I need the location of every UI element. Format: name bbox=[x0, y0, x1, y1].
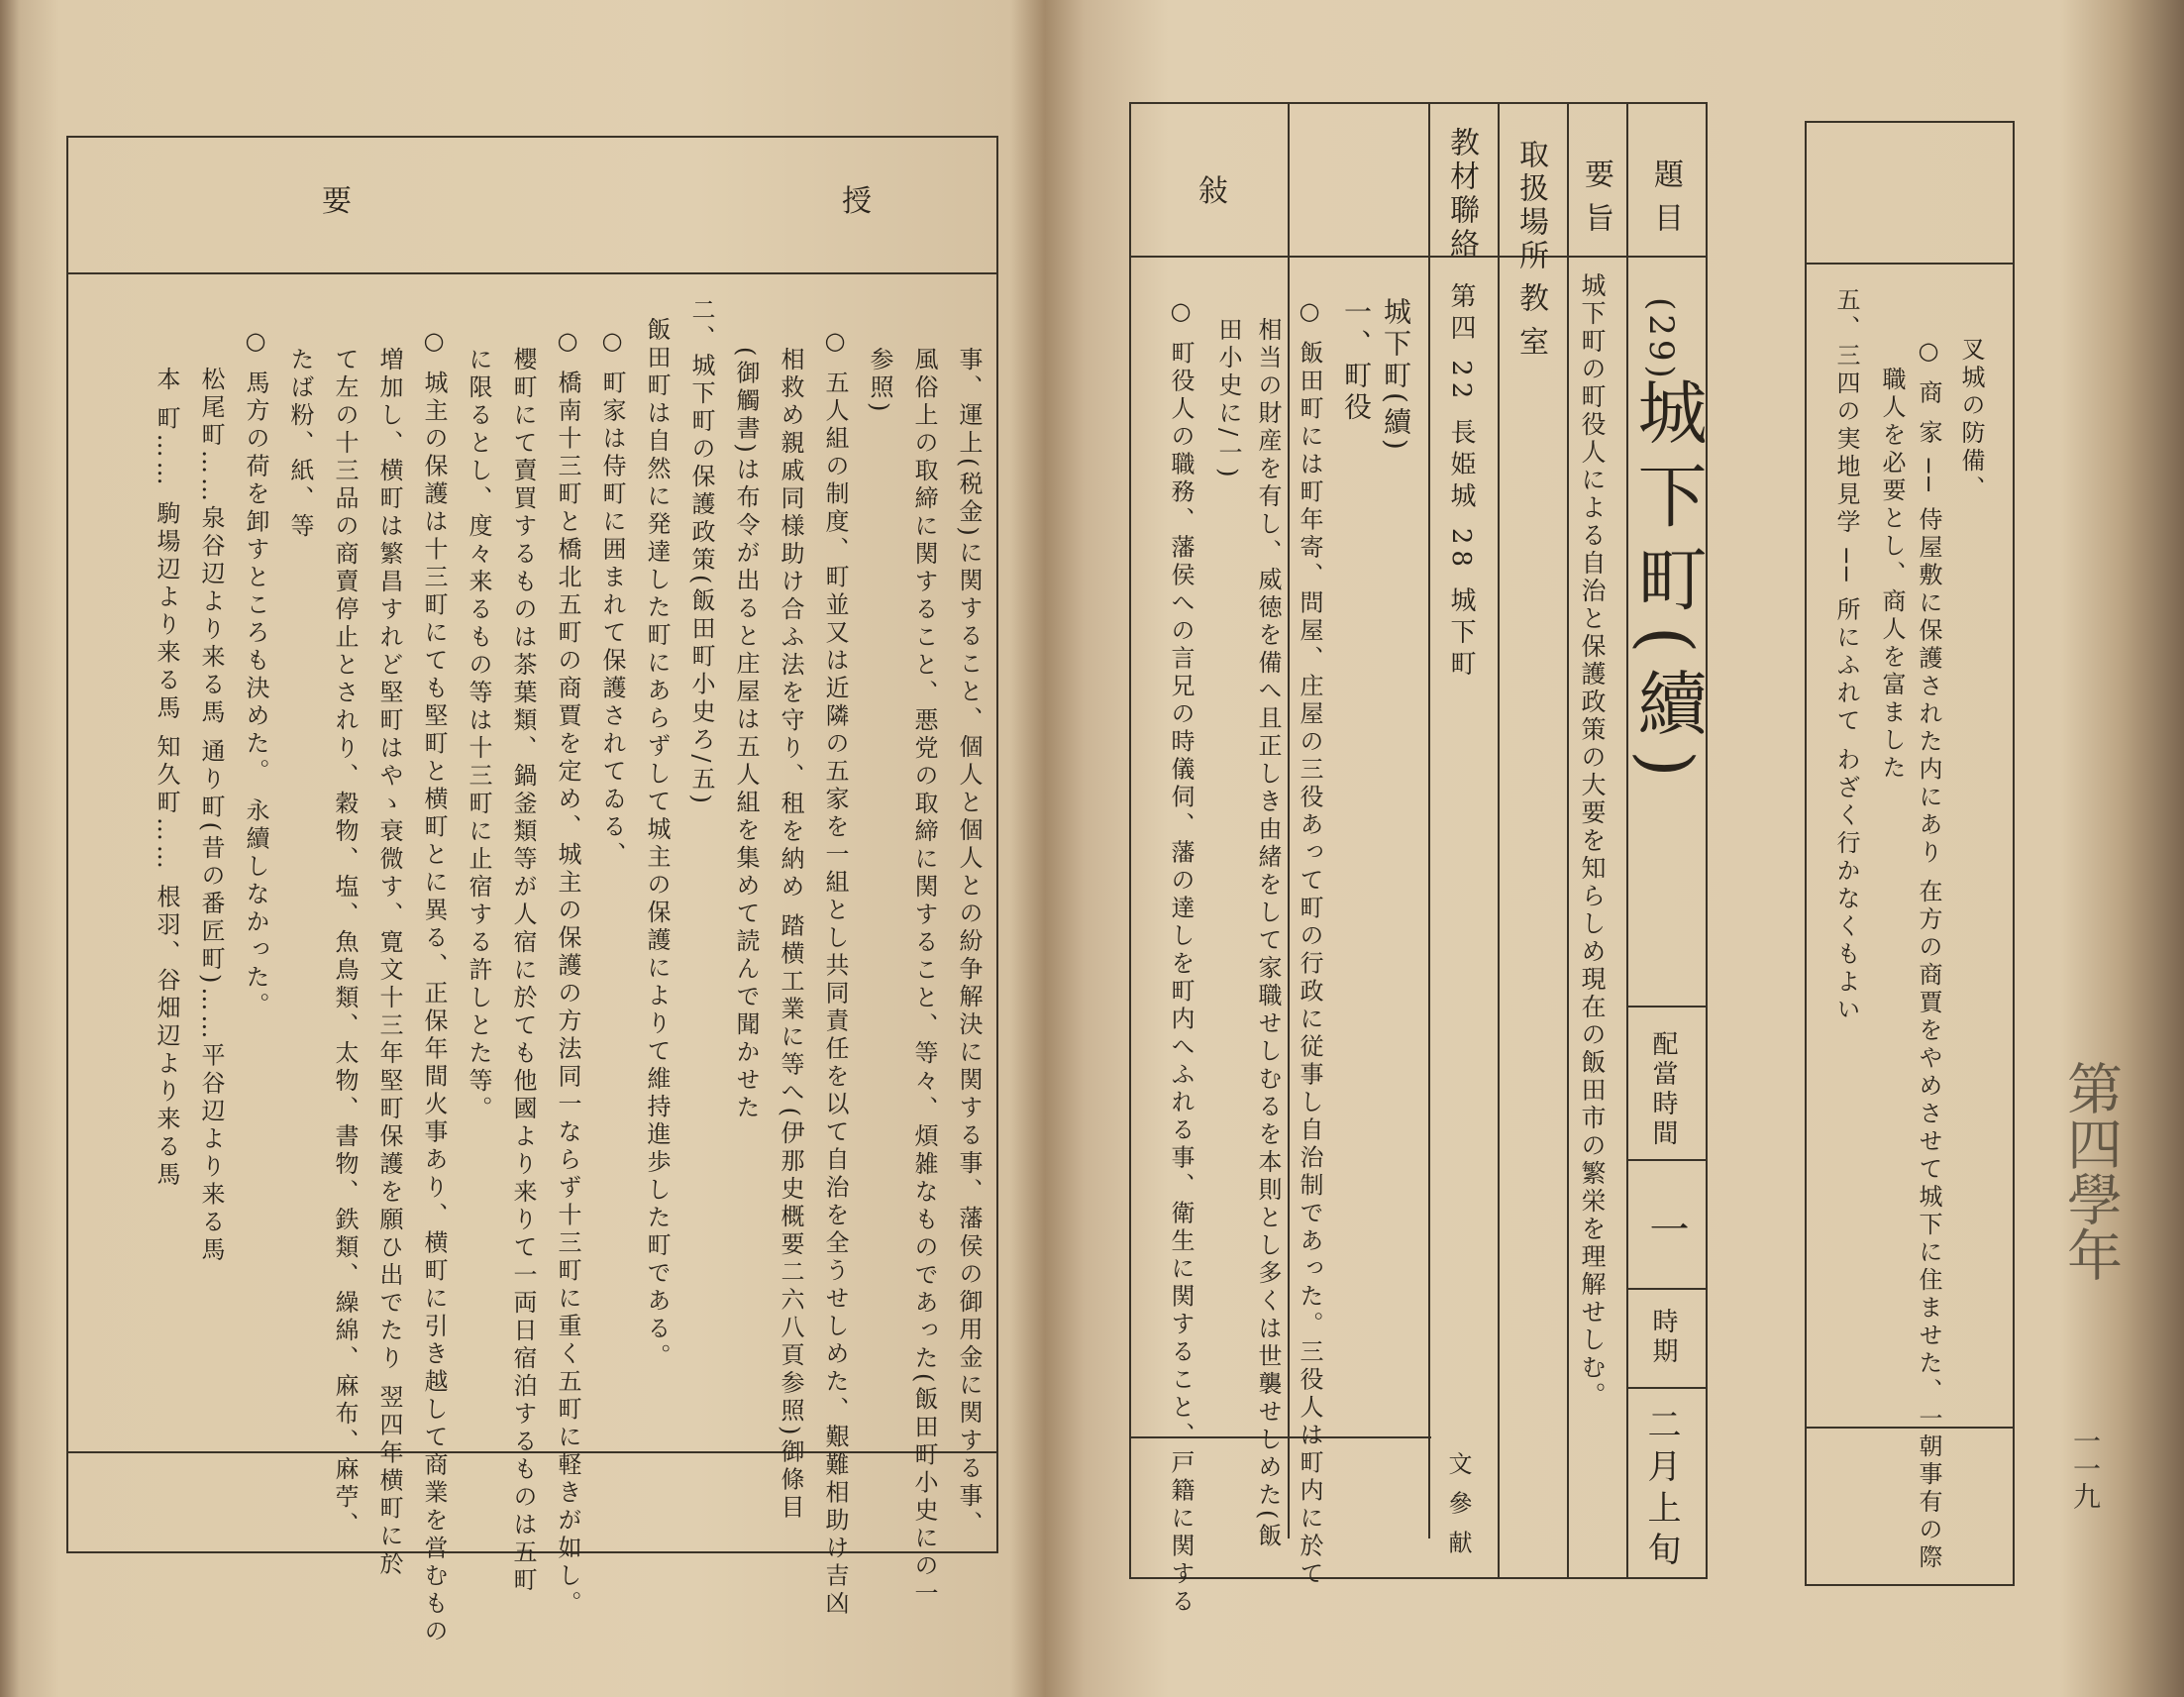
left-line-2: 参照) bbox=[866, 347, 893, 416]
references-label: 文 參 献 bbox=[1444, 1451, 1472, 1558]
left-line-9: ○ 橋南十三町と橋北五町の商賈を定め、城主の保護の方法同一ならず十三町に重く五町に軽きが如し。 bbox=[554, 327, 581, 1619]
narrative-line-0: 城下町(續) bbox=[1380, 297, 1412, 454]
left-line-3: ○ 五人組の制度、町並又は近隣の五家を一組とし共同責任を以て自治を全うせしめた、艱難相助け吉凶 bbox=[821, 327, 849, 1619]
side-line-1: ○ 商 家 ── 侍屋敷に保護された内にあり 在方の商賈をやめさせて城下に住ませた、一朝事有の際 bbox=[1915, 337, 1942, 1573]
left-header-left: 要 bbox=[322, 184, 352, 219]
period-value: 二月上旬 bbox=[1641, 1407, 1681, 1573]
title-cell-divider-2 bbox=[1626, 1159, 1706, 1161]
left-line-4: 相救め親戚同様助け合ふ法を守り、租を納め 踏横工業に等へ(伊那史概要二六八頁参照)御條目 bbox=[777, 347, 804, 1523]
period-label: 時期 bbox=[1648, 1308, 1678, 1367]
left-line-15: たば粉、紙、等 bbox=[286, 347, 314, 541]
form-header-divider bbox=[1129, 256, 1706, 258]
left-line-5: (御觸書)は布令が出ると庄屋は五人組を集めて読んで聞かせた bbox=[732, 347, 760, 1122]
narrative-line-4: 田小史に/一) bbox=[1214, 317, 1242, 481]
left-line-10: 櫻町にて賣買するものは茶葉類、鍋釜類等が人宿に於ても他國より来りて一両日宿泊するものは五町 bbox=[509, 347, 537, 1595]
page-number: 一一九 bbox=[2069, 1427, 2102, 1510]
left-line-6: 二、城下町の保護政策(飯田町小史ろ/五) bbox=[687, 297, 715, 807]
narrative-line-5: ○ 町役人の職務、藩侯への言兄の時儀伺、藩の達しを町内へふれる事、衛生に関すること、戸籍に関する bbox=[1167, 297, 1195, 1617]
title-cell-divider-1 bbox=[1626, 1006, 1706, 1008]
left-line-7: 飯田町は自然に発達した町にあらずして城主の保護によりて維持進歩した町である。 bbox=[643, 317, 671, 1371]
material-value: 第四 22 長姫城 28 城下町 bbox=[1446, 282, 1476, 683]
left-line-18: 本 町…… 駒場辺より来る馬 知久町…… 根羽、谷畑辺より来る馬 bbox=[153, 367, 180, 1190]
side-line-0: 叉城の防備、 bbox=[1957, 337, 1985, 503]
place-label: 取扱場所 bbox=[1513, 139, 1548, 273]
left-body-text bbox=[109, 297, 983, 1646]
left-line-0: 事、運上(税金)に関すること、個人と個人との紛争解決に関する事、藩侯の御用金に関する事、 bbox=[955, 347, 983, 1538]
place-value: 教室 bbox=[1513, 282, 1548, 370]
left-line-16: ○ 馬方の荷を卸すところも決めた。 永續しなかった。 bbox=[242, 327, 269, 1020]
side-panel-bottom-divider bbox=[1805, 1427, 2013, 1429]
narrative-line-3: 相当の財産を有し、威徳を備へ且正しき由緒をして家職せしむるを本則とし多くは世襲せしめた(飯 bbox=[1254, 317, 1282, 1551]
title-cell-divider-4 bbox=[1626, 1387, 1706, 1389]
left-line-8: ○ 町家は侍町に囲まれて保護されてゐる、 bbox=[598, 327, 626, 870]
form-col-sep-5 bbox=[1626, 102, 1628, 1578]
left-line-12: ○ 城主の保護は十三町にても堅町と横町とに異る、正保年間火事あり、横町に引き越して商業を営むもの bbox=[420, 327, 448, 1646]
title-label: 題目 bbox=[1648, 159, 1683, 246]
side-line-3: 五、三四の実地見学 ── 所にふれて わざく行かなくもよい bbox=[1832, 287, 1860, 1024]
hours-label: 配當時間 bbox=[1648, 1030, 1678, 1149]
material-label: 教材聯絡 bbox=[1444, 127, 1479, 262]
narrative-line-1: 一、町役 bbox=[1340, 297, 1373, 424]
side-panel-top-divider bbox=[1805, 263, 2013, 265]
narrative-line-2: ○ 飯田町には町年寄、問屋、庄屋の三役あって町の行政に従事し自治制であった。三役人は町内に於て bbox=[1296, 297, 1323, 1589]
purpose-label: 要旨 bbox=[1579, 159, 1613, 246]
left-line-17: 松尾町……泉谷辺より来る馬 通り町(昔の番匠町)……平谷辺より来る馬 bbox=[197, 367, 225, 1265]
title-cell-divider-3 bbox=[1626, 1288, 1706, 1290]
left-line-14: て左の十三品の商賣停止とされり、穀物、塩、魚鳥類、太物、書物、鉄類、繰綿、麻布、麻苧、 bbox=[331, 347, 359, 1539]
side-line-2: 職人を必要とし、商人を富ました bbox=[1878, 367, 1906, 783]
left-line-13: 増加し、横町は繁昌すれど堅町はやゝ衰微す、寛文十三年堅町保護を願ひ出でたり 翌四年横町に於 bbox=[375, 347, 403, 1579]
left-header-divider bbox=[66, 272, 996, 274]
purpose-text: 城下町の町役人による自治と保護政策の大要を知らしめ現在の飯田市の繁栄を理解せしむ。 bbox=[1578, 272, 1607, 1410]
side-panel-body bbox=[1813, 287, 2006, 1573]
grade-stamp: 第四學年 bbox=[2058, 1060, 2123, 1282]
left-line-11: に限るとし、度々来るもの等は十三町に止宿する許しとた等。 bbox=[465, 347, 492, 1123]
title-number: (29) bbox=[1641, 297, 1681, 382]
left-line-1: 風俗上の取締に関すること、悪党の取締に関すること、等々、煩雑なものであった(飯田町小史にの一 bbox=[910, 347, 938, 1609]
hours-value: 一 bbox=[1643, 1209, 1689, 1252]
narrative-label: 敍 bbox=[1198, 174, 1228, 209]
title-text: 城下町(續) bbox=[1626, 376, 1708, 792]
left-header-right: 授 bbox=[842, 184, 872, 219]
form-col-sep-4 bbox=[1567, 102, 1569, 1578]
